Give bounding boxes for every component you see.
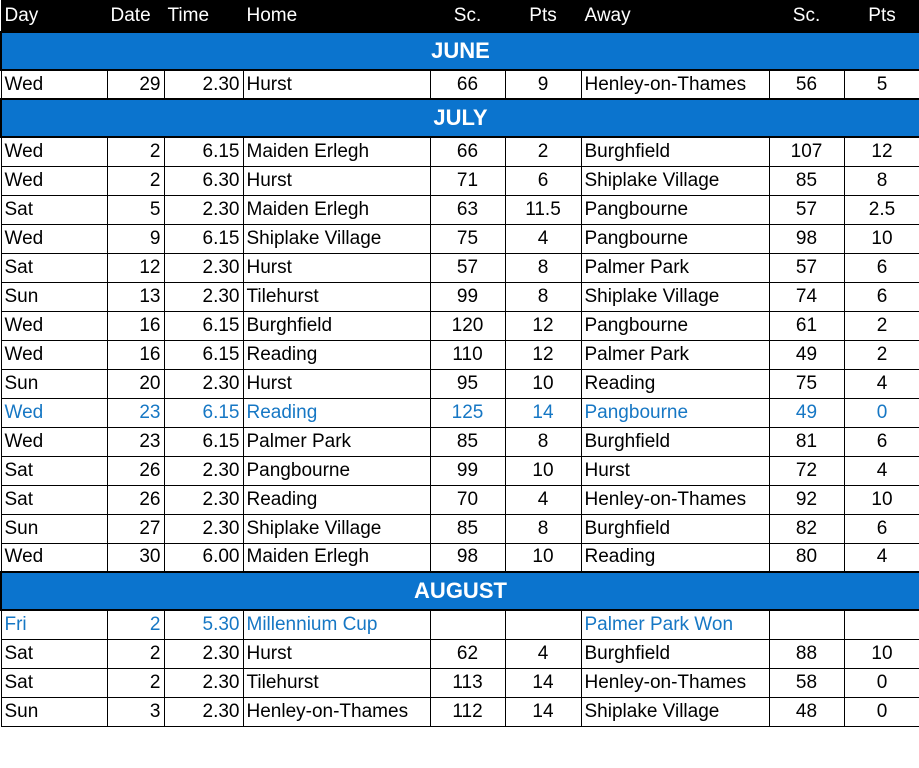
cell-home-pts[interactable]: 11.5 <box>505 195 581 224</box>
cell-home-pts[interactable]: 14 <box>505 398 581 427</box>
cell-home-score[interactable]: 85 <box>430 514 505 543</box>
cell-day[interactable]: Wed <box>1 166 107 195</box>
cell-home-score[interactable]: 112 <box>430 697 505 726</box>
cell-away-pts[interactable]: 8 <box>844 166 919 195</box>
cell-date[interactable]: 13 <box>107 282 164 311</box>
cell-home-pts[interactable]: 14 <box>505 697 581 726</box>
cell-home-score[interactable]: 71 <box>430 166 505 195</box>
cell-home-pts[interactable]: 6 <box>505 166 581 195</box>
cell-home-pts[interactable]: 4 <box>505 224 581 253</box>
cell-away-pts[interactable]: 0 <box>844 697 919 726</box>
cell-date[interactable]: 26 <box>107 485 164 514</box>
cell-home-pts[interactable]: 10 <box>505 456 581 485</box>
cell-away-pts[interactable]: 2 <box>844 311 919 340</box>
cell-away-pts[interactable]: 0 <box>844 398 919 427</box>
fixture-row <box>1 195 919 224</box>
cell-time[interactable]: 6.15 <box>164 137 243 166</box>
cell-away-score[interactable]: 80 <box>769 543 844 572</box>
cell-away-score[interactable]: 49 <box>769 340 844 369</box>
cell-date[interactable]: 16 <box>107 311 164 340</box>
cell-home-pts[interactable]: 4 <box>505 485 581 514</box>
cell-away-score[interactable]: 107 <box>769 137 844 166</box>
fixture-row <box>1 697 919 726</box>
cell-away-pts[interactable]: 4 <box>844 456 919 485</box>
cell-home-score[interactable]: 66 <box>430 70 505 99</box>
header-date[interactable]: Date <box>107 1 164 33</box>
cell-away[interactable]: Henley-on-Thames <box>581 485 769 514</box>
cell-away-score[interactable]: 81 <box>769 427 844 456</box>
cell-home-pts[interactable]: 8 <box>505 514 581 543</box>
cell-time[interactable]: 2.30 <box>164 639 243 668</box>
cell-away-pts[interactable]: 10 <box>844 639 919 668</box>
cell-date[interactable]: 16 <box>107 340 164 369</box>
month-title[interactable]: AUGUST <box>1 572 919 610</box>
cell-home-score[interactable]: 85 <box>430 427 505 456</box>
cell-time[interactable]: 6.00 <box>164 543 243 572</box>
cell-home-pts[interactable]: 10 <box>505 543 581 572</box>
cell-away-pts[interactable]: 6 <box>844 282 919 311</box>
cell-away-pts[interactable]: 4 <box>844 369 919 398</box>
cell-home-score[interactable]: 95 <box>430 369 505 398</box>
fixture-row <box>1 311 919 340</box>
cell-time[interactable]: 6.15 <box>164 398 243 427</box>
fixture-row <box>1 668 919 697</box>
header-away[interactable]: Away <box>581 1 769 33</box>
header-away-score[interactable]: Sc. <box>769 1 844 33</box>
header-row <box>1 1 919 33</box>
fixture-row <box>1 514 919 543</box>
cell-home-score[interactable]: 70 <box>430 485 505 514</box>
cell-away[interactable]: Shiplake Village <box>581 697 769 726</box>
cell-time[interactable]: 2.30 <box>164 668 243 697</box>
header-home-pts[interactable]: Pts <box>505 1 581 33</box>
cell-home-pts[interactable]: 4 <box>505 639 581 668</box>
cell-away-pts[interactable]: 0 <box>844 668 919 697</box>
cell-away-score[interactable]: 74 <box>769 282 844 311</box>
cell-home-pts[interactable]: 10 <box>505 369 581 398</box>
cell-home-pts[interactable]: 9 <box>505 70 581 99</box>
cell-date[interactable]: 20 <box>107 369 164 398</box>
cell-time[interactable]: 6.15 <box>164 340 243 369</box>
cell-away-pts[interactable]: 10 <box>844 224 919 253</box>
cell-home-score[interactable]: 75 <box>430 224 505 253</box>
cell-home[interactable]: Hurst <box>243 166 430 195</box>
cell-time[interactable]: 2.30 <box>164 369 243 398</box>
cell-home-score[interactable]: 99 <box>430 282 505 311</box>
cell-date[interactable]: 3 <box>107 697 164 726</box>
cell-home-score[interactable]: 99 <box>430 456 505 485</box>
cell-home-pts[interactable]: 14 <box>505 668 581 697</box>
cell-home-score[interactable]: 98 <box>430 543 505 572</box>
cell-day[interactable]: Wed <box>1 427 107 456</box>
cell-away[interactable]: Hurst <box>581 456 769 485</box>
header-home[interactable]: Home <box>243 1 430 33</box>
cell-away-pts[interactable]: 10 <box>844 485 919 514</box>
cell-day[interactable]: Wed <box>1 543 107 572</box>
cell-time[interactable]: 2.30 <box>164 456 243 485</box>
fixture-row <box>1 224 919 253</box>
cell-home[interactable]: Tilehurst <box>243 282 430 311</box>
cell-away-score[interactable]: 57 <box>769 195 844 224</box>
cell-date[interactable]: 12 <box>107 253 164 282</box>
cell-time[interactable]: 2.30 <box>164 514 243 543</box>
cell-away[interactable]: Pangbourne <box>581 224 769 253</box>
cell-home[interactable]: Hurst <box>243 639 430 668</box>
fixture-row <box>1 485 919 514</box>
cell-away-pts[interactable]: 6 <box>844 514 919 543</box>
month-header-row <box>1 32 919 70</box>
cell-time[interactable]: 2.30 <box>164 253 243 282</box>
cell-date[interactable]: 9 <box>107 224 164 253</box>
cell-date[interactable]: 27 <box>107 514 164 543</box>
cell-away-score[interactable] <box>769 610 844 639</box>
cell-home-pts[interactable]: 2 <box>505 137 581 166</box>
fixture-row <box>1 70 919 99</box>
month-header-row <box>1 99 919 137</box>
fixture-row <box>1 639 919 668</box>
cell-day[interactable]: Sun <box>1 369 107 398</box>
cell-away[interactable]: Shiplake Village <box>581 166 769 195</box>
cell-time[interactable]: 2.30 <box>164 195 243 224</box>
cell-day[interactable]: Sat <box>1 668 107 697</box>
cell-time[interactable]: 2.30 <box>164 282 243 311</box>
cell-home[interactable]: Reading <box>243 340 430 369</box>
cell-date[interactable]: 23 <box>107 427 164 456</box>
cell-away-score[interactable]: 85 <box>769 166 844 195</box>
cell-day[interactable]: Wed <box>1 224 107 253</box>
cell-away-score[interactable]: 48 <box>769 697 844 726</box>
cell-time[interactable]: 6.15 <box>164 224 243 253</box>
fixture-row <box>1 398 919 427</box>
cell-home-score[interactable]: 125 <box>430 398 505 427</box>
fixture-row <box>1 427 919 456</box>
header-away-pts[interactable]: Pts <box>844 1 919 33</box>
fixture-row <box>1 610 919 639</box>
cell-day[interactable]: Sat <box>1 639 107 668</box>
cell-home[interactable]: Maiden Erlegh <box>243 543 430 572</box>
cell-away[interactable]: Reading <box>581 369 769 398</box>
cell-away-pts[interactable]: 12 <box>844 137 919 166</box>
cell-date[interactable]: 29 <box>107 70 164 99</box>
cell-away-pts[interactable] <box>844 610 919 639</box>
cell-home-pts[interactable]: 8 <box>505 253 581 282</box>
month-title[interactable]: JULY <box>1 99 919 137</box>
cell-away[interactable]: Palmer Park <box>581 253 769 282</box>
cell-home[interactable]: Maiden Erlegh <box>243 195 430 224</box>
cell-home-pts[interactable] <box>505 610 581 639</box>
cell-home-pts[interactable]: 12 <box>505 311 581 340</box>
cell-away-pts[interactable]: 6 <box>844 253 919 282</box>
cell-away-score[interactable]: 82 <box>769 514 844 543</box>
cell-home-pts[interactable]: 8 <box>505 427 581 456</box>
cell-date[interactable]: 2 <box>107 166 164 195</box>
cell-time[interactable]: 5.30 <box>164 610 243 639</box>
cell-home[interactable]: Pangbourne <box>243 456 430 485</box>
cell-home-pts[interactable]: 12 <box>505 340 581 369</box>
cell-home[interactable]: Reading <box>243 398 430 427</box>
cell-home[interactable]: Shiplake Village <box>243 514 430 543</box>
cell-day[interactable]: Sat <box>1 253 107 282</box>
cell-date[interactable]: 2 <box>107 639 164 668</box>
cell-away-score[interactable]: 58 <box>769 668 844 697</box>
cell-date[interactable]: 26 <box>107 456 164 485</box>
cell-home[interactable]: Millennium Cup <box>243 610 430 639</box>
cell-date[interactable]: 23 <box>107 398 164 427</box>
cell-away-score[interactable]: 57 <box>769 253 844 282</box>
cell-home[interactable]: Maiden Erlegh <box>243 137 430 166</box>
cell-away-score[interactable]: 49 <box>769 398 844 427</box>
cell-home-score[interactable]: 63 <box>430 195 505 224</box>
cell-away-score[interactable]: 75 <box>769 369 844 398</box>
month-title[interactable]: JUNE <box>1 32 919 70</box>
fixture-row <box>1 253 919 282</box>
cell-away[interactable]: Burghfield <box>581 514 769 543</box>
month-header-row <box>1 572 919 610</box>
header-time[interactable]: Time <box>164 1 243 33</box>
cell-home[interactable]: Hurst <box>243 369 430 398</box>
cell-away[interactable]: Henley-on-Thames <box>581 668 769 697</box>
cell-day[interactable]: Wed <box>1 137 107 166</box>
cell-away[interactable]: Burghfield <box>581 427 769 456</box>
cell-away-score[interactable]: 56 <box>769 70 844 99</box>
header-day[interactable]: Day <box>1 1 107 33</box>
cell-away[interactable]: Burghfield <box>581 639 769 668</box>
cell-home-score[interactable]: 66 <box>430 137 505 166</box>
cell-away[interactable]: Pangbourne <box>581 311 769 340</box>
fixture-row <box>1 456 919 485</box>
cell-home[interactable]: Shiplake Village <box>243 224 430 253</box>
cell-day[interactable]: Sun <box>1 282 107 311</box>
cell-away-score[interactable]: 88 <box>769 639 844 668</box>
cell-away-score[interactable]: 72 <box>769 456 844 485</box>
cell-away-pts[interactable]: 6 <box>844 427 919 456</box>
fixture-row <box>1 369 919 398</box>
cell-time[interactable]: 2.30 <box>164 485 243 514</box>
cell-away-score[interactable]: 92 <box>769 485 844 514</box>
cell-date[interactable]: 5 <box>107 195 164 224</box>
cell-home[interactable]: Tilehurst <box>243 668 430 697</box>
cell-day[interactable]: Wed <box>1 398 107 427</box>
cell-day[interactable]: Wed <box>1 340 107 369</box>
cell-time[interactable]: 2.30 <box>164 697 243 726</box>
cell-home-score[interactable]: 113 <box>430 668 505 697</box>
cell-day[interactable]: Sat <box>1 485 107 514</box>
cell-home[interactable]: Palmer Park <box>243 427 430 456</box>
cell-away-pts[interactable]: 4 <box>844 543 919 572</box>
cell-away[interactable]: Pangbourne <box>581 398 769 427</box>
cell-away[interactable]: Palmer Park <box>581 340 769 369</box>
cell-away-pts[interactable]: 2.5 <box>844 195 919 224</box>
cell-home-score[interactable]: 62 <box>430 639 505 668</box>
cell-away[interactable]: Reading <box>581 543 769 572</box>
cell-away[interactable]: Shiplake Village <box>581 282 769 311</box>
fixture-row <box>1 282 919 311</box>
cell-day[interactable]: Sat <box>1 195 107 224</box>
fixtures-body <box>1 32 919 726</box>
cell-away-pts[interactable]: 5 <box>844 70 919 99</box>
cell-date[interactable]: 30 <box>107 543 164 572</box>
header-home-score[interactable]: Sc. <box>430 1 505 33</box>
fixture-row <box>1 137 919 166</box>
cell-away[interactable]: Palmer Park Won <box>581 610 769 639</box>
cell-home[interactable]: Burghfield <box>243 311 430 340</box>
cell-home-score[interactable]: 120 <box>430 311 505 340</box>
cell-day[interactable]: Sat <box>1 456 107 485</box>
cell-time[interactable]: 6.15 <box>164 311 243 340</box>
cell-away[interactable]: Burghfield <box>581 137 769 166</box>
fixture-row <box>1 543 919 572</box>
cell-home-score[interactable] <box>430 610 505 639</box>
cell-home-score[interactable]: 57 <box>430 253 505 282</box>
cell-day[interactable]: Fri <box>1 610 107 639</box>
cell-date[interactable]: 2 <box>107 137 164 166</box>
cell-home-pts[interactable]: 8 <box>505 282 581 311</box>
cell-day[interactable]: Wed <box>1 70 107 99</box>
cell-home[interactable]: Henley-on-Thames <box>243 697 430 726</box>
cell-date[interactable]: 2 <box>107 610 164 639</box>
cell-day[interactable]: Wed <box>1 311 107 340</box>
fixture-row <box>1 166 919 195</box>
cell-home[interactable]: Hurst <box>243 253 430 282</box>
fixture-row <box>1 340 919 369</box>
cell-home[interactable]: Reading <box>243 485 430 514</box>
cell-day[interactable]: Sun <box>1 514 107 543</box>
cell-away[interactable]: Pangbourne <box>581 195 769 224</box>
cell-home-score[interactable]: 110 <box>430 340 505 369</box>
cell-away-score[interactable]: 61 <box>769 311 844 340</box>
cell-time[interactable]: 6.15 <box>164 427 243 456</box>
cell-time[interactable]: 2.30 <box>164 70 243 99</box>
cell-date[interactable]: 2 <box>107 668 164 697</box>
cell-away-score[interactable]: 98 <box>769 224 844 253</box>
cell-away-pts[interactable]: 2 <box>844 340 919 369</box>
cell-away[interactable]: Henley-on-Thames <box>581 70 769 99</box>
cell-time[interactable]: 6.30 <box>164 166 243 195</box>
cell-home[interactable]: Hurst <box>243 70 430 99</box>
cell-day[interactable]: Sun <box>1 697 107 726</box>
